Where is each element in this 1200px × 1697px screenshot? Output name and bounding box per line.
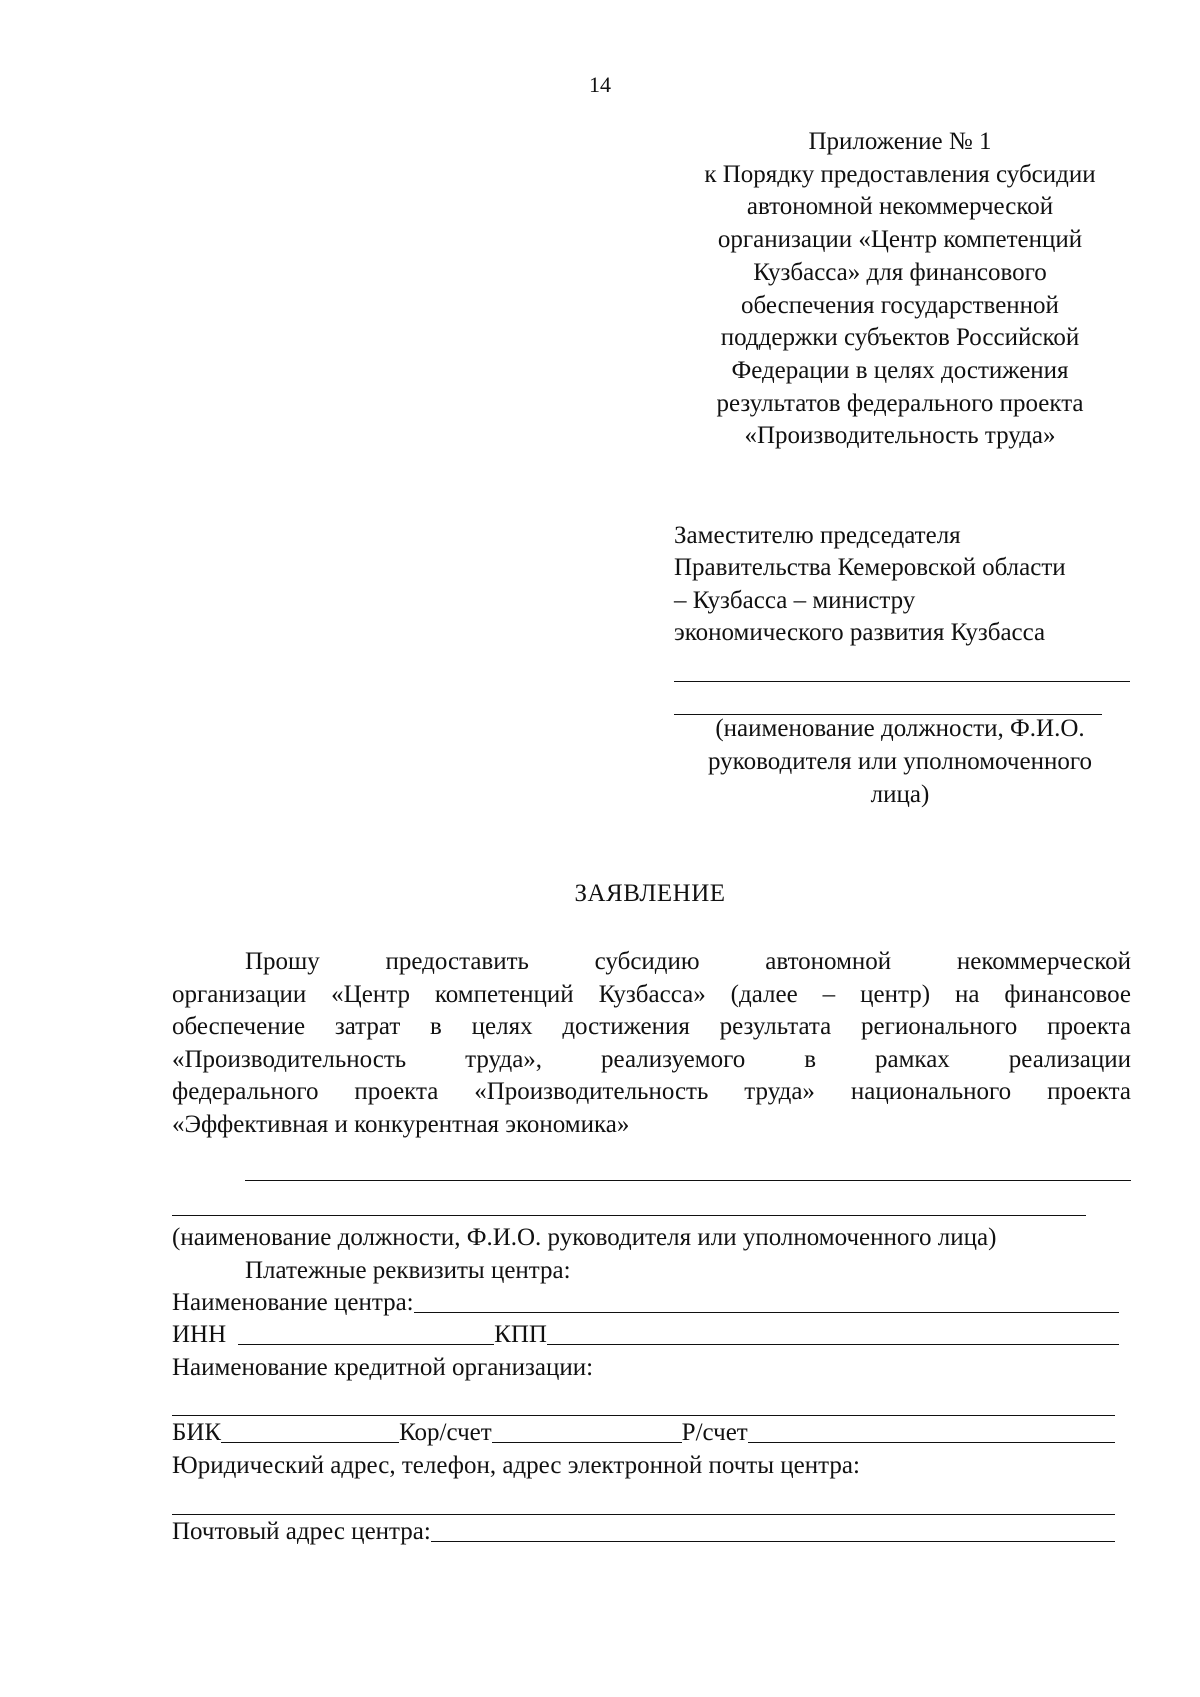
paragraph-line: «Эффективная и конкурентная экономика» <box>172 1110 630 1138</box>
addressee-line: экономического развития Кузбасса <box>674 619 1046 647</box>
addressee-line: – Кузбасса – министру <box>674 586 916 614</box>
applicant-name-line-1[interactable] <box>674 681 1130 682</box>
signatory-line-2[interactable] <box>172 1215 1086 1216</box>
bik-field[interactable] <box>221 1442 399 1443</box>
paragraph-line: федерального проекта «Производительность труда» национального проекта <box>172 1078 1131 1105</box>
center-name-field[interactable] <box>414 1312 1119 1313</box>
postal-address-label: Почтовый адрес центра: <box>172 1518 431 1545</box>
kpp-label: КПП <box>494 1321 547 1348</box>
signatory-caption: (наименование должности, Ф.И.О. руководителя или уполномоченного лица) <box>172 1224 997 1251</box>
bank-details-row <box>172 1417 1115 1449</box>
appendix-line: к Порядку предоставления субсидии <box>704 160 1096 188</box>
applicant-caption <box>660 712 1140 811</box>
paragraph-line: «Производительность труда», реализуемого в рамках реализации <box>172 1045 1131 1073</box>
paragraph-line: обеспечение затрат в целях достижения результата регионального проекта <box>172 1013 1131 1040</box>
applicant-caption-line: руководителя или уполномоченного <box>708 748 1092 775</box>
appendix-line: результатов федерального проекта <box>716 389 1084 417</box>
inn-kpp-row <box>172 1319 1119 1351</box>
paragraph-line: Прошу предоставить субсидию автономной некоммерческой <box>245 948 1131 975</box>
corr-account-field[interactable] <box>492 1442 682 1443</box>
appendix-line: обеспечения государственной <box>741 291 1059 319</box>
account-field[interactable] <box>748 1442 1115 1443</box>
applicant-caption-line: лица) <box>870 781 930 808</box>
paragraph-line: организации «Центр компетенций Кузбасса» (далее – центр) на финансовое <box>172 980 1131 1008</box>
legal-address-field[interactable] <box>172 1514 1115 1515</box>
appendix-heading <box>660 126 1140 453</box>
appendix-line: Федерации в целях достижения <box>731 356 1069 384</box>
account-label: Р/счет <box>681 1419 748 1446</box>
appendix-line: Кузбасса» для финансового <box>753 258 1047 286</box>
inn-field[interactable] <box>238 1344 494 1345</box>
addressee-line: Заместителю председателя <box>674 522 961 549</box>
corr-account-label: Кор/счет <box>399 1419 492 1446</box>
legal-address-label: Юридический адрес, телефон, адрес электронной почты центра: <box>172 1452 860 1479</box>
addressee-line: Правительства Кемеровской области <box>674 554 1066 582</box>
appendix-line: Приложение № 1 <box>808 128 992 155</box>
page-number: 14 <box>589 72 611 97</box>
kpp-field[interactable] <box>547 1344 1119 1345</box>
center-name-row <box>172 1287 1119 1319</box>
bank-name-label: Наименование кредитной организации: <box>172 1354 594 1381</box>
appendix-line: поддержки субъектов Российской <box>720 324 1080 352</box>
inn-label: ИНН <box>172 1321 227 1348</box>
appendix-line: автономной некоммерческой <box>746 193 1054 221</box>
postal-address-field[interactable] <box>431 1541 1115 1542</box>
applicant-caption-line: (наименование должности, Ф.И.О. <box>715 715 1085 742</box>
document-title: ЗАЯВЛЕНИЕ <box>574 880 726 907</box>
payment-details-heading: Платежные реквизиты центра: <box>245 1257 571 1284</box>
appendix-line: «Производительность труда» <box>744 422 1056 450</box>
center-name-label: Наименование центра: <box>172 1289 414 1316</box>
bik-label: БИК <box>172 1419 222 1446</box>
postal-address-row <box>172 1516 1115 1548</box>
appendix-line: организации «Центр компетенций <box>717 226 1083 254</box>
signatory-line-1[interactable] <box>245 1180 1131 1181</box>
addressee-block <box>674 520 1144 650</box>
bank-name-field[interactable] <box>172 1415 1115 1416</box>
